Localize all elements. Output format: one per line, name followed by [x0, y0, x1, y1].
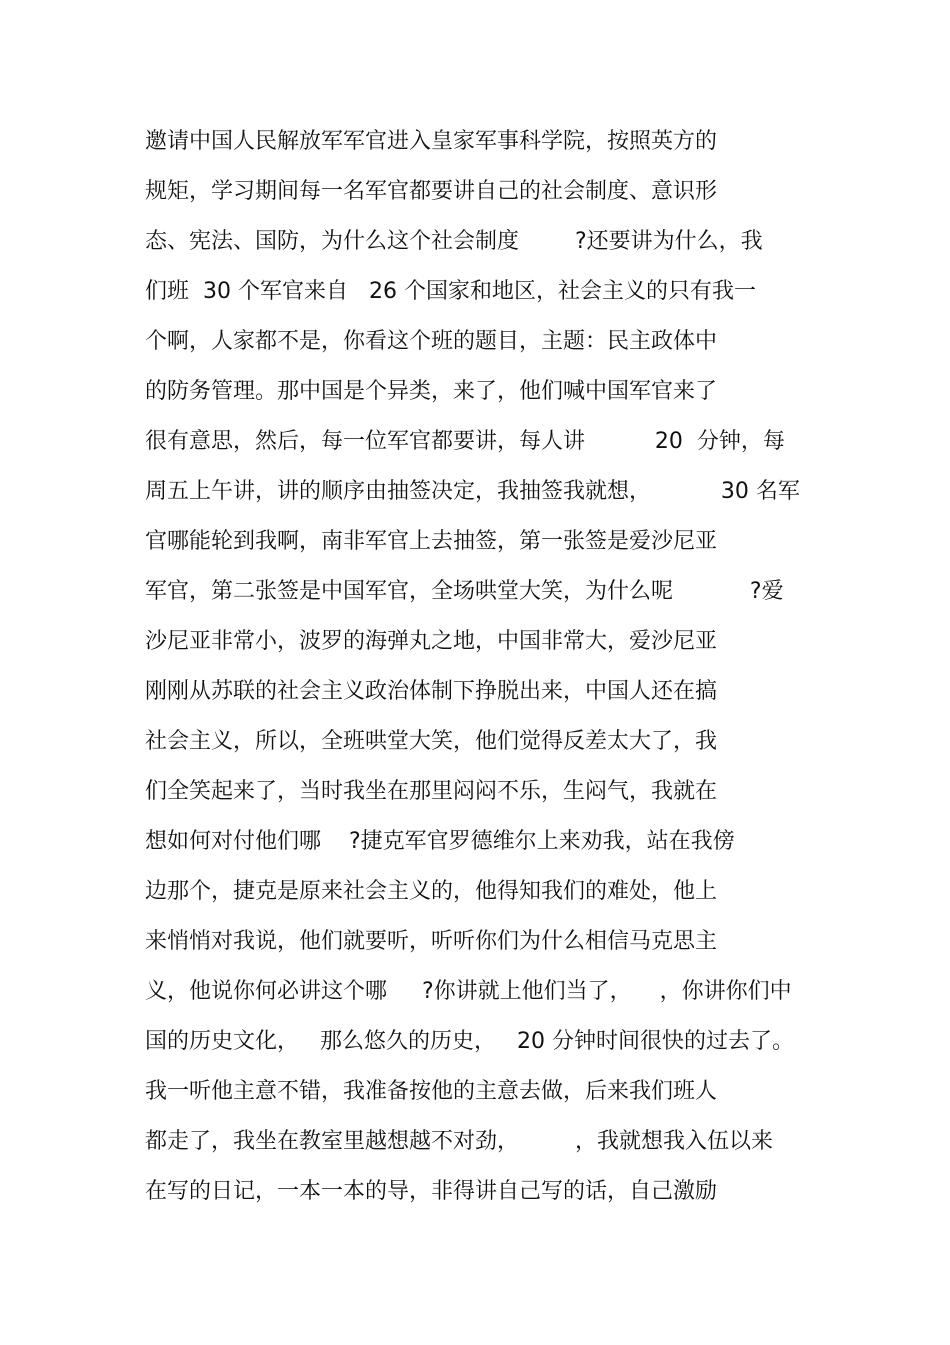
text-line: 邀请中国人民解放军军官进入皇家军事科学院，按照英方的: [145, 129, 718, 154]
text-line: 沙尼亚非常小，波罗的海弹丸之地，中国非常大，爱沙尼亚: [145, 629, 718, 654]
text-line: 我一听他主意不错，我准备按他的主意去做，后来我们班人: [145, 1079, 718, 1104]
text-line: 们全笑起来了，当时我坐在那里闷闷不乐，生闷气，我就在: [145, 779, 718, 804]
text-line: 边那个，捷克是原来社会主义的，他得知我们的难处，他上: [145, 879, 718, 904]
body-text: [145, 120, 825, 1220]
text-line: 来悄悄对我说，他们就要听，听听你们为什么相信马克思主: [145, 929, 718, 954]
text-line: 官哪能轮到我啊，南非军官上去抽签，第一张签是爱沙尼亚: [145, 529, 718, 554]
text-line: 社会主义，所以，全班哄堂大笑，他们觉得反差太大了，我: [145, 729, 718, 754]
text-line: 在写的日记，一本一本的导，非得讲自己写的话，自己激励: [145, 1179, 718, 1204]
text-line: 周五上午讲，讲的顺序由抽签决定，我抽签我就想， 30 名军: [145, 479, 800, 504]
text-line: 的防务管理。那中国是个异类，来了，他们喊中国军官来了: [145, 379, 718, 404]
text-line: 个啊，人家都不是，你看这个班的题目，主题：民主政体中: [145, 329, 718, 354]
text-line: 规矩，学习期间每一名军官都要讲自己的社会制度、意识形: [145, 179, 718, 204]
text-line: 很有意思，然后，每一位军官都要讲，每人讲 20 分钟，每: [145, 429, 785, 454]
text-line: 刚刚从苏联的社会主义政治体制下挣脱出来，中国人还在搞: [145, 679, 718, 704]
text-line: 军官，第二张签是中国军官，全场哄堂大笑，为什么呢 ?爱: [145, 579, 784, 604]
text-line: 想如何对付他们哪 ?捷克军官罗德维尔上来劝我，站在我傍: [145, 829, 735, 854]
text-line: 都走了，我坐在教室里越想越不对劲， ，我就想我入伍以来: [145, 1129, 773, 1154]
text-line: 国的历史文化， 那么悠久的历史， 20 分钟时间很快的过去了。: [145, 1029, 794, 1054]
text-line: 们班 30 个军官来自 26 个国家和地区，社会主义的只有我一: [145, 279, 756, 304]
text-line: 义，他说你何必讲这个哪 ?你讲就上他们当了， ，你讲你们中: [145, 979, 792, 1004]
text-line: 态、宪法、国防，为什么这个社会制度 ?还要讲为什么，我: [145, 229, 763, 254]
